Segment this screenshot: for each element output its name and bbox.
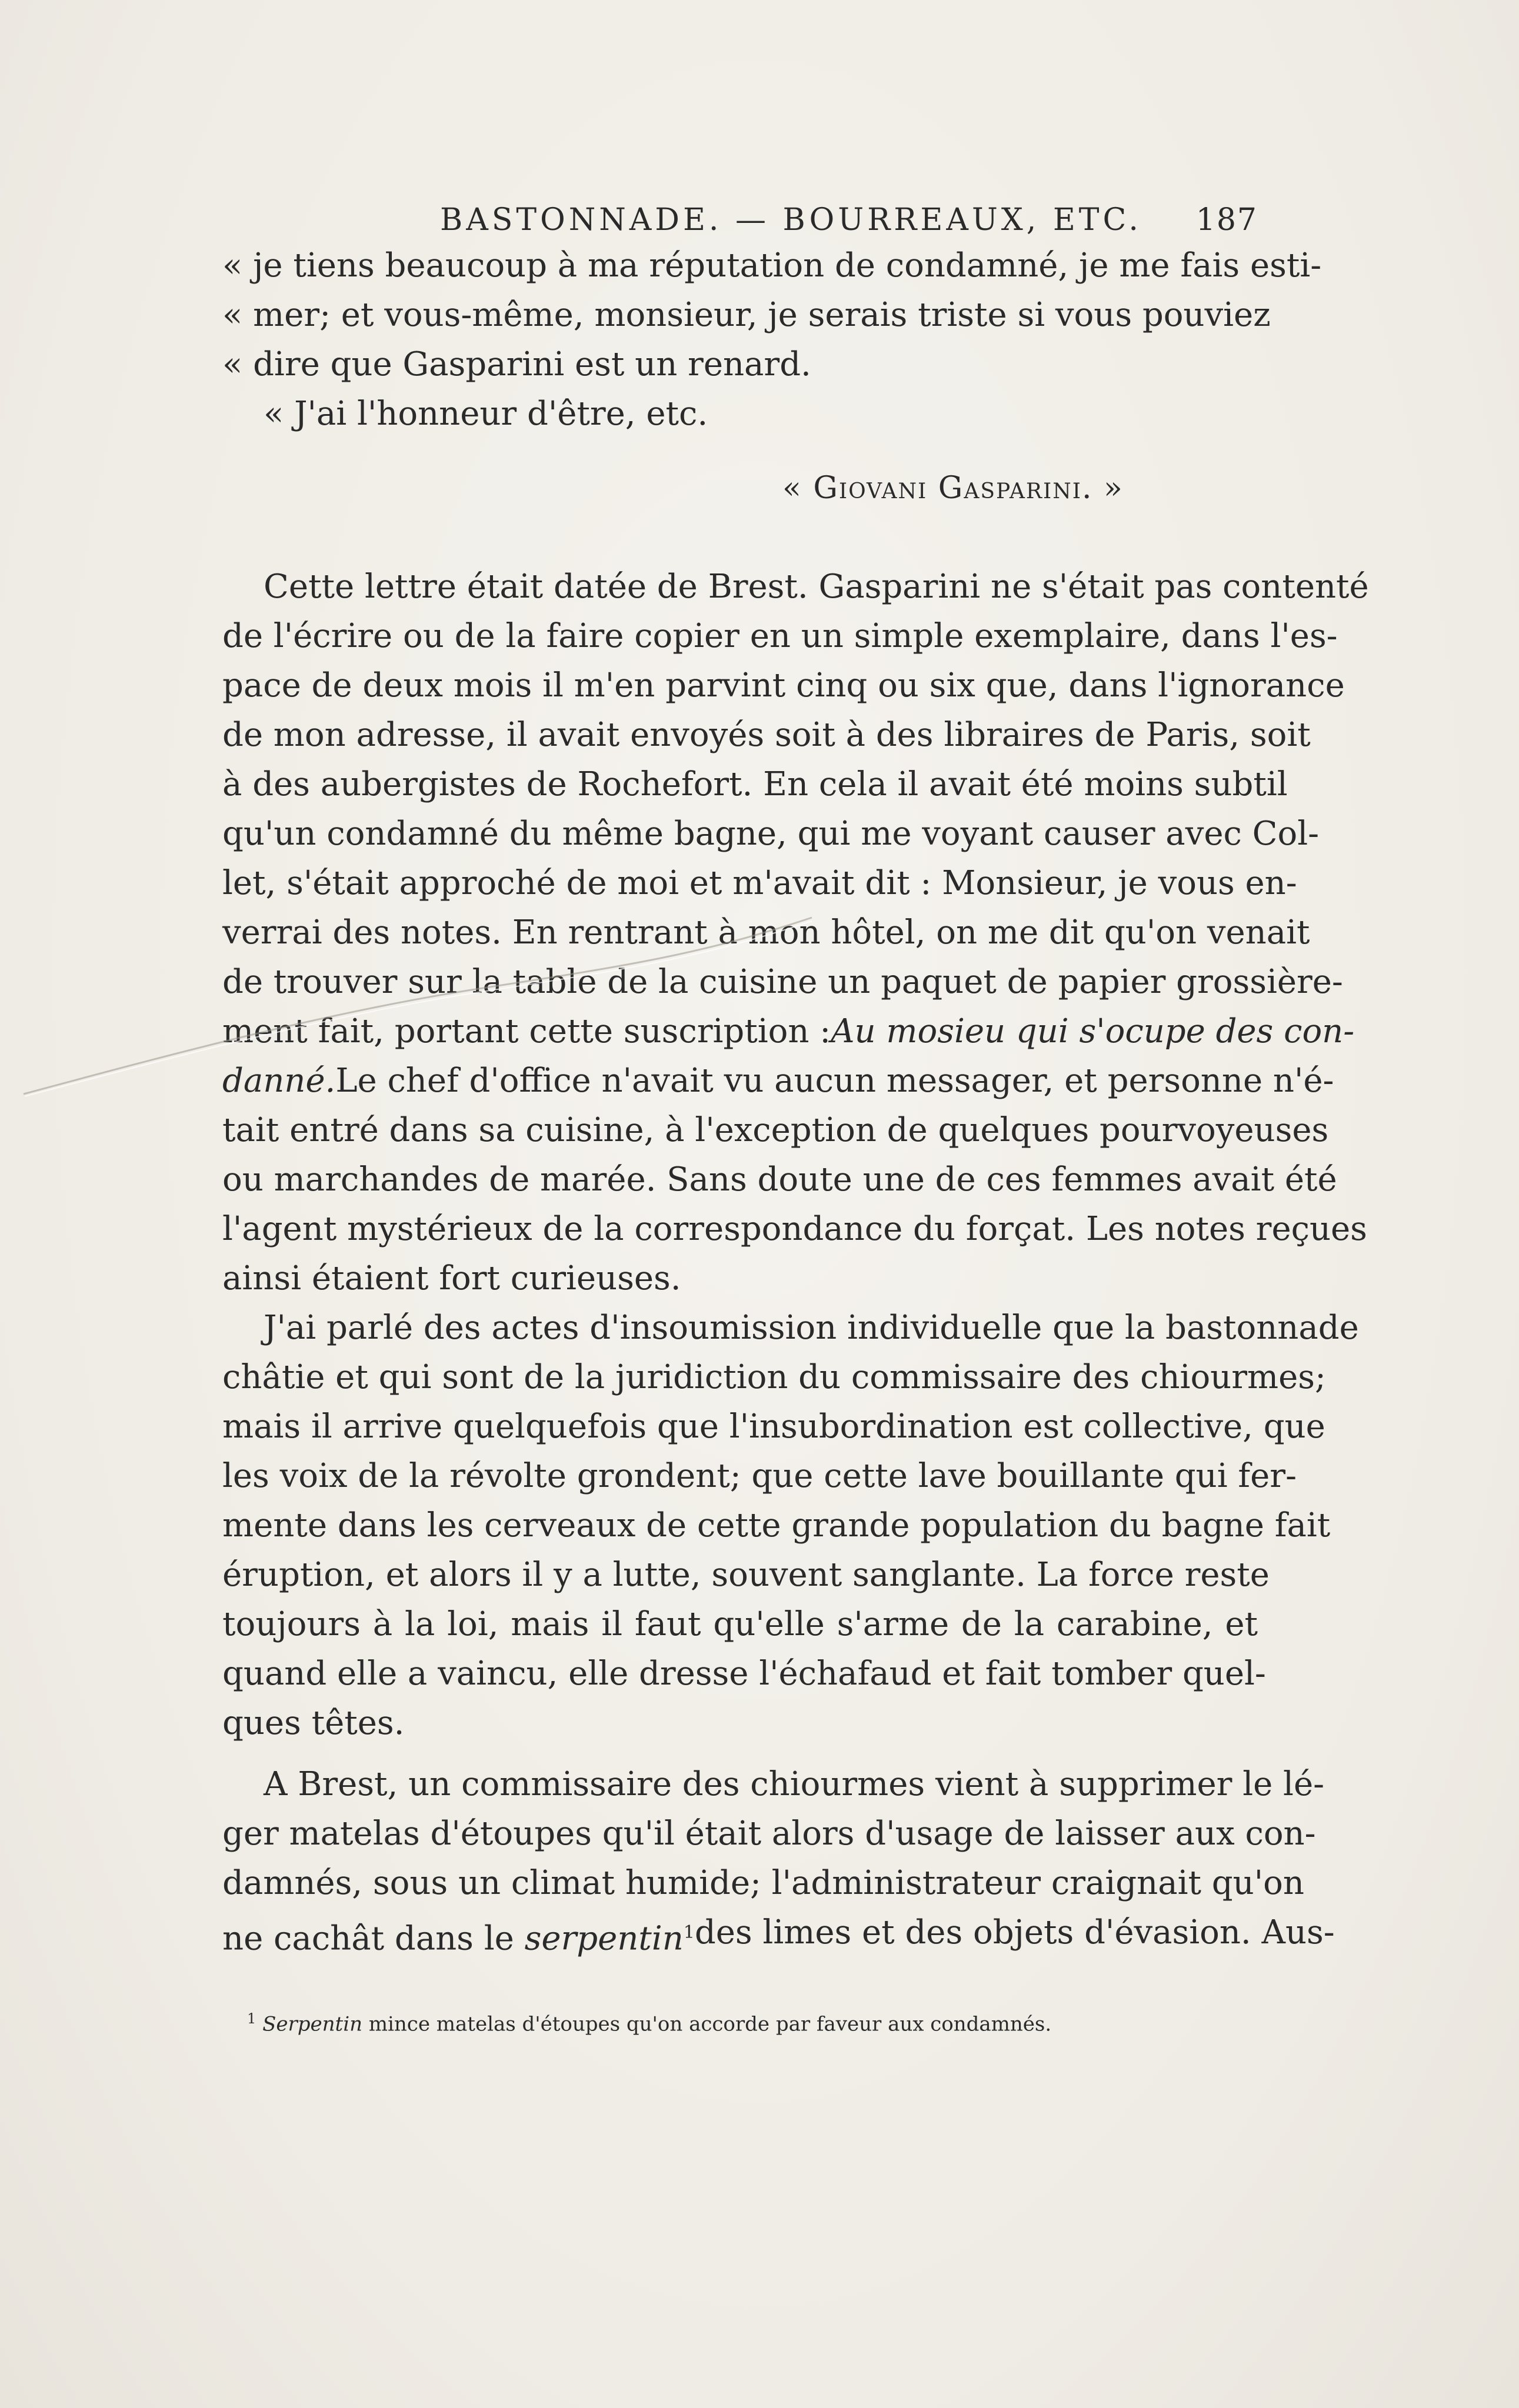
body-line: ne cachât dans le (222, 1919, 514, 1958)
suscription-italic-end: danné. (222, 1062, 336, 1100)
body-line: Le chef d'office n'avait vu aucun messager, et personne n'é- (335, 1062, 1334, 1100)
body-line: ainsi étaient fort curieuses. (222, 1259, 681, 1298)
body-line: tait entré dans sa cuisine, à l'exception de quelques pourvoyeuses (222, 1111, 1329, 1149)
body-line: ques têtes. (222, 1704, 405, 1742)
body-line: quand elle a vaincu, elle dresse l'échafaud et fait tomber quel- (222, 1655, 1266, 1693)
body-line: Cette lettre était datée de Brest. Gasparini ne s'était pas contenté (264, 568, 1369, 606)
body-line: verrai des notes. En rentrant à mon hôtel, on me dit qu'on venait (222, 913, 1310, 952)
body-line: ger matelas d'étoupes qu'il était alors d'usage de laisser aux con- (222, 1815, 1316, 1853)
letter-line: « mer; et vous-même, monsieur, je serais triste si vous pouviez (222, 296, 1271, 334)
body-line: A Brest, un commissaire des chiourmes vient à supprimer le lé- (264, 1765, 1325, 1803)
body-line: ou marchandes de marée. Sans doute une de ces femmes avait été (222, 1160, 1337, 1199)
body-line: qu'un condamné du même bagne, qui me voyant causer avec Col- (222, 815, 1320, 853)
body-line: de l'écrire ou de la faire copier en un simple exemplaire, dans l'es- (222, 617, 1338, 655)
body-line: pace de deux mois il m'en parvint cinq ou six que, dans l'ignorance (222, 666, 1345, 705)
footnote (247, 2010, 1051, 2036)
signature: « Giovani Gasparini. » (782, 471, 1124, 506)
footnote-text: mince matelas d'étoupes qu'on accorde par faveur aux condamnés. (368, 2012, 1052, 2036)
body-line: damnés, sous un climat humide; l'administrateur craignait qu'on (222, 1864, 1304, 1902)
body-line: let, s'était approché de moi et m'avait dit : Monsieur, je vous en- (222, 864, 1297, 902)
running-header (440, 202, 1258, 244)
body-line-mixed (222, 1056, 1334, 1106)
body-line: l'agent mystérieux de la correspondance du forçat. Les notes reçues (222, 1210, 1367, 1248)
footnote-marker: 1 (247, 2010, 257, 2027)
body-line: châtie et qui sont de la juridiction du commissaire des chiourmes; (222, 1358, 1326, 1396)
body-line: mais il arrive quelquefois que l'insubordination est collective, que (222, 1408, 1325, 1446)
serpentin-italic: serpentin (524, 1919, 684, 1958)
letter-line: « je tiens beaucoup à ma réputation de condamné, je me fais esti- (222, 246, 1322, 285)
body-line: J'ai parlé des actes d'insoumission individuelle que la bastonnade (264, 1309, 1359, 1347)
body-line: de trouver sur la table de la cuisine un paquet de papier grossière- (222, 963, 1343, 1001)
body-line: ment fait, portant cette suscription : (222, 1012, 831, 1050)
body-line: des limes et des objets d'évasion. Aus- (694, 1913, 1335, 1952)
running-head: BASTONNADE. — BOURREAUX, ETC. (440, 202, 1142, 238)
letter-line: « dire que Gasparini est un renard. (222, 345, 811, 383)
footnote-term: Serpentin (262, 2012, 362, 2036)
body-line: toujours à la loi, mais il faut qu'elle s'arme de la carabine, et (222, 1605, 1258, 1643)
body-line-mixed (222, 1007, 1355, 1056)
body-line: mente dans les cerveaux de cette grande population du bagne fait (222, 1506, 1331, 1545)
body-line-mixed (222, 1908, 1335, 1964)
body-line: éruption, et alors il y a lutte, souvent sanglante. La force reste (222, 1556, 1270, 1594)
body-line: à des aubergistes de Rochefort. En cela il avait été moins subtil (222, 765, 1288, 803)
body-line: de mon adresse, il avait envoyés soit à des libraires de Paris, soit (222, 716, 1311, 754)
page-number: 187 (1195, 202, 1258, 238)
body-line: les voix de la révolte grondent; que cette lave bouillante qui fer- (222, 1457, 1297, 1495)
footnote-ref[interactable]: 1 (683, 1922, 695, 1943)
letter-line: « J'ai l'honneur d'être, etc. (264, 395, 708, 433)
suscription-italic: Au mosieu qui s'ocupe des con- (831, 1012, 1355, 1050)
